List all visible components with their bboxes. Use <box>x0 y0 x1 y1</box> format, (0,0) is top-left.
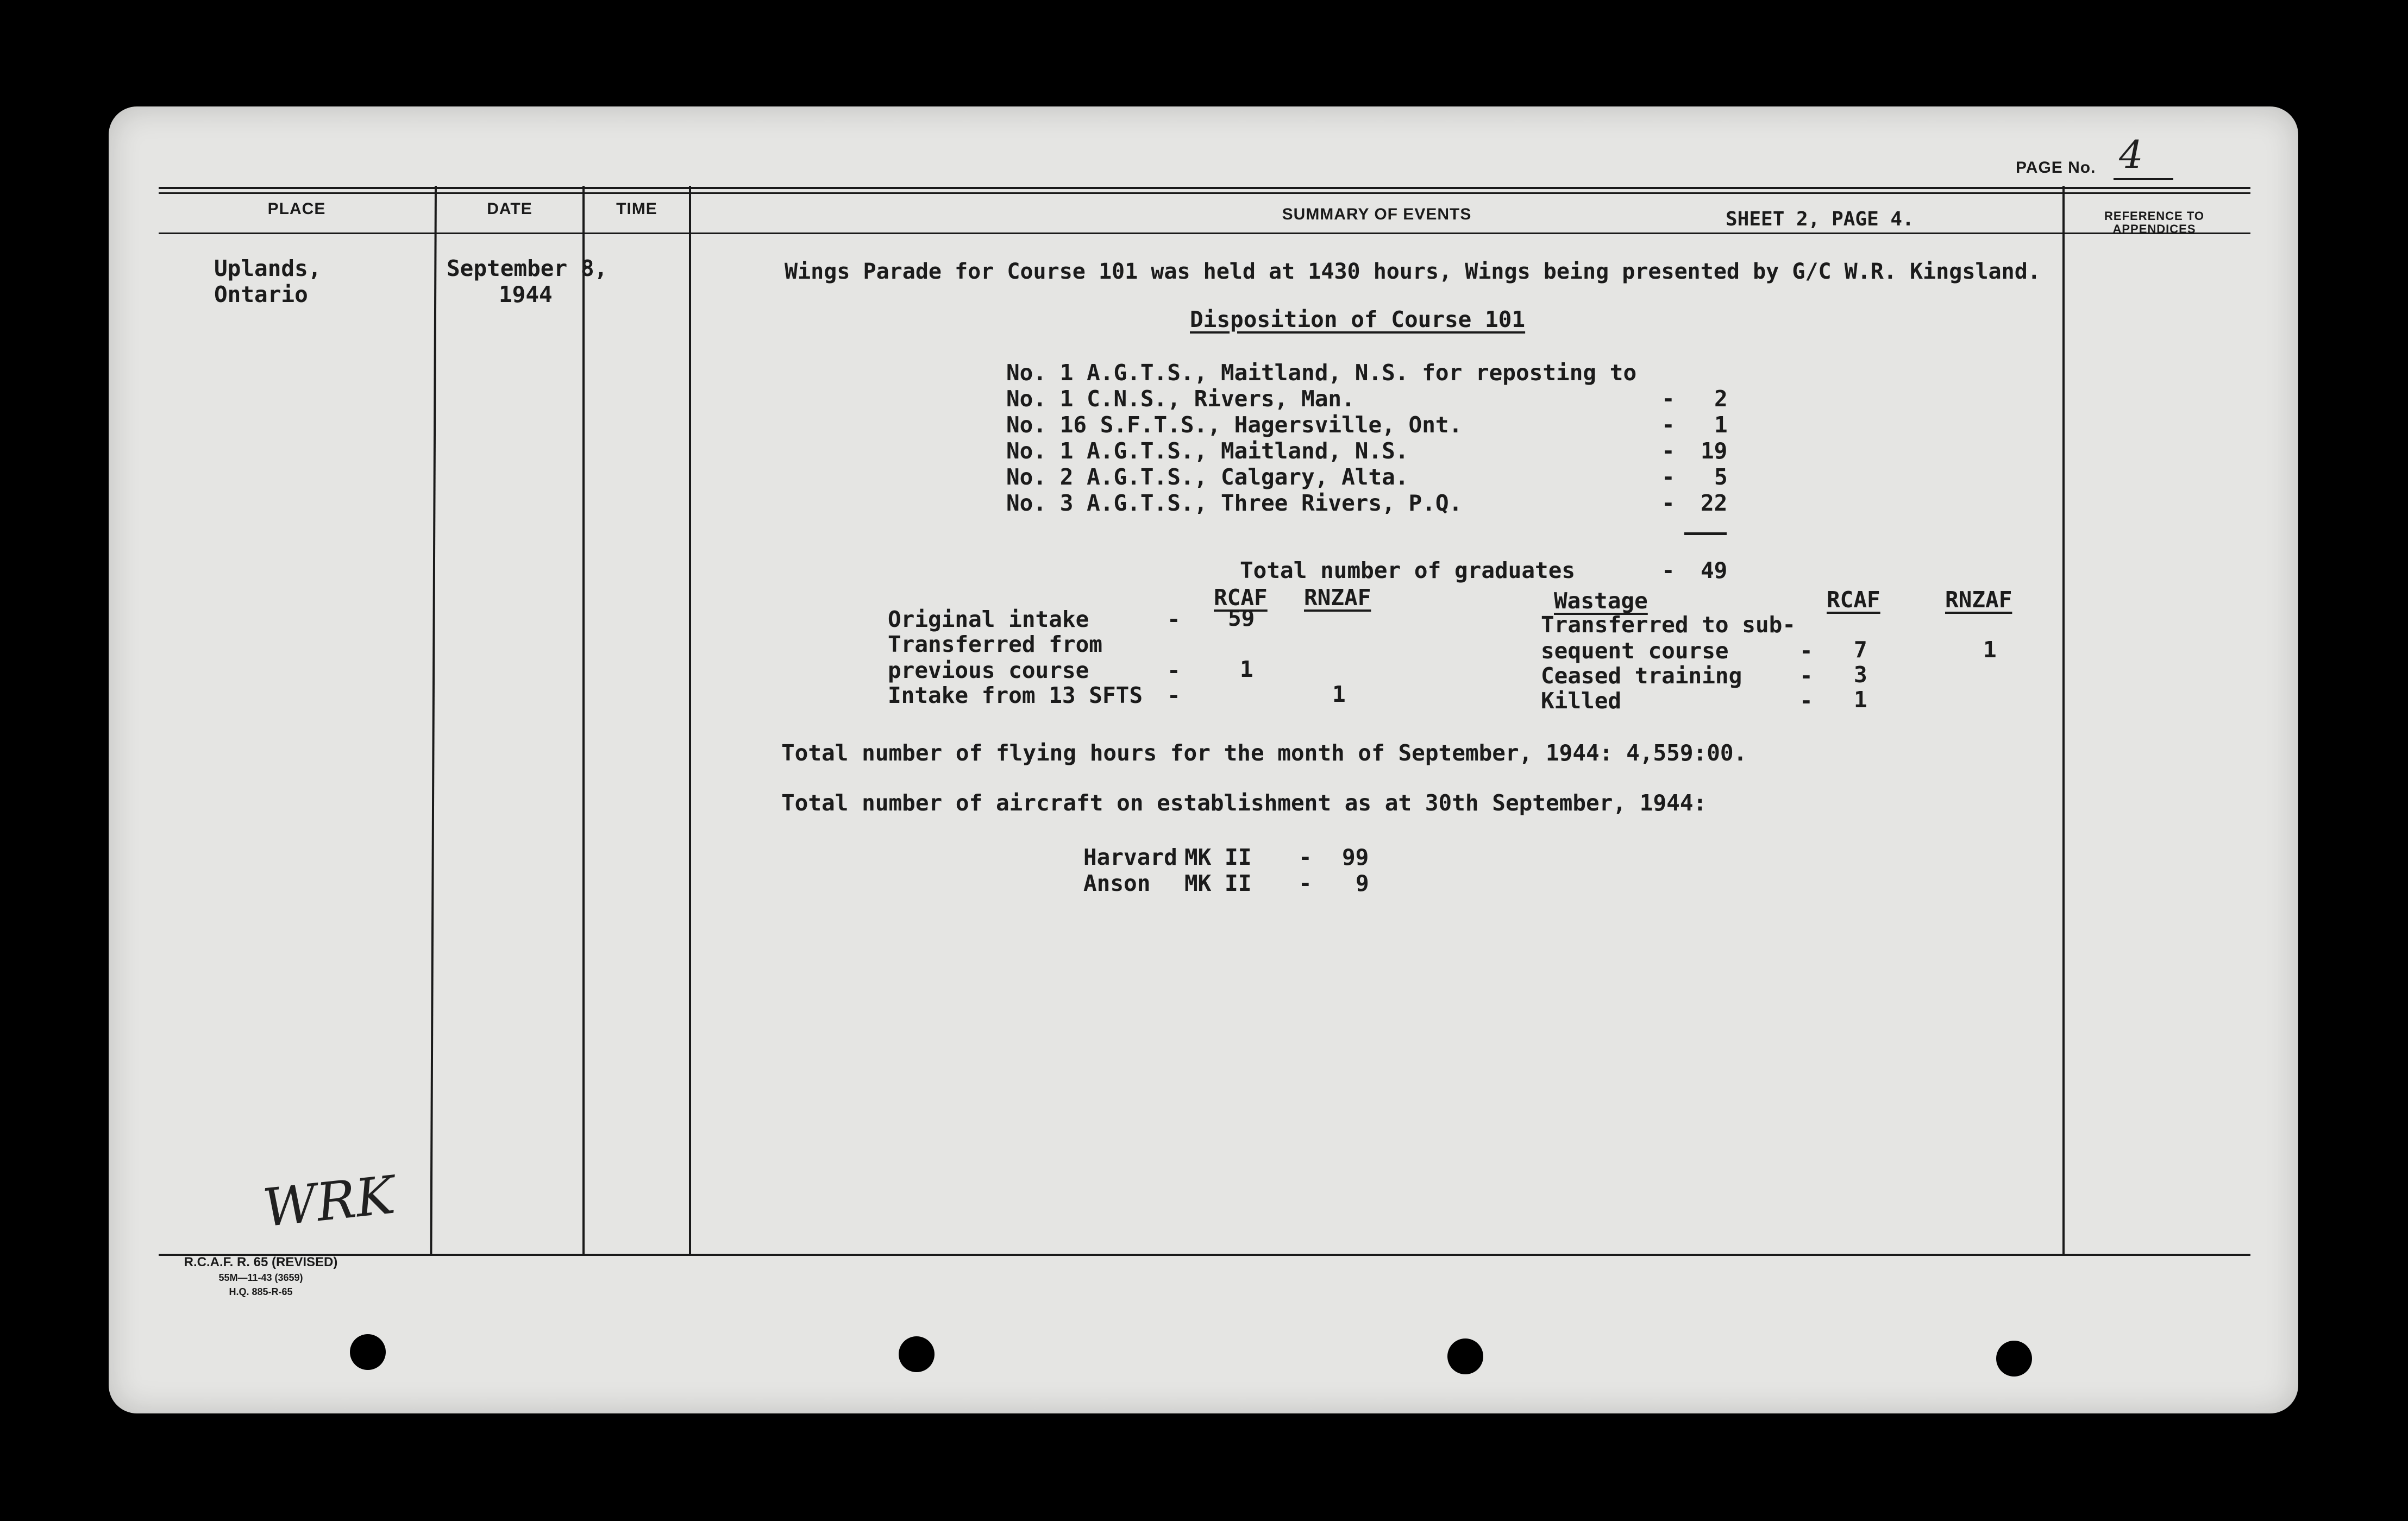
intake-original-dash: - <box>1167 606 1181 632</box>
aircraft-mark: MK II <box>1184 844 1252 870</box>
posting-count: 2 <box>1714 386 1728 412</box>
wastage-col-rnzaf: RNZAF <box>1945 587 2012 613</box>
intake-transferred-label-1: Transferred from <box>888 631 1102 657</box>
total-graduates-value: 49 <box>1701 557 1728 583</box>
wastage-transferred-rcaf: 7 <box>1854 637 1867 663</box>
divider-place-date <box>430 186 437 1256</box>
aircraft-type: Harvard <box>1083 844 1177 870</box>
wastage-transferred-label-1: Transferred to sub- <box>1541 612 1796 638</box>
footer-rule <box>159 1254 2250 1256</box>
intake-transferred-rcaf: 1 <box>1240 656 1253 682</box>
wastage-col-rcaf: RCAF <box>1827 587 1880 613</box>
page-no-value: 4 <box>2119 133 2143 177</box>
flying-hours: Total number of flying hours for the month of September, 1944: 4,559:00. <box>781 740 1747 766</box>
wastage-killed-rcaf: 1 <box>1854 687 1867 713</box>
posting-count: 22 <box>1701 490 1728 516</box>
total-graduates-dash: - <box>1661 557 1675 583</box>
header-place: PLACE <box>267 200 326 218</box>
posting-count: 5 <box>1714 464 1728 490</box>
posting-dash: - <box>1661 464 1675 490</box>
binder-hole <box>350 1334 386 1370</box>
posting-dash: - <box>1661 386 1675 412</box>
intake-transferred-dash: - <box>1167 657 1181 683</box>
aircraft-count: 9 <box>1356 870 1369 896</box>
binder-hole <box>1447 1338 1483 1374</box>
posting-row: No. 1 C.N.S., Rivers, Man. <box>1006 386 1355 412</box>
total-graduates-label: Total number of graduates <box>1240 557 1576 583</box>
wastage-transferred-rnzaf: 1 <box>1983 637 1997 663</box>
handwritten-initials: WRK <box>260 1164 398 1239</box>
aircraft-mark: MK II <box>1184 870 1252 896</box>
header-time: TIME <box>616 200 657 218</box>
intake-col-rnzaf: RNZAF <box>1304 584 1371 611</box>
date-line-2: 1944 <box>499 281 553 307</box>
intake-transferred-label-2: previous course <box>888 657 1089 683</box>
intake-col-rcaf: RCAF <box>1214 584 1268 611</box>
wastage-ceased-label: Ceased training <box>1541 663 1742 689</box>
header-top-rule-2 <box>159 192 2250 194</box>
wastage-transferred-dash: - <box>1799 638 1813 664</box>
header-summary: SUMMARY OF EVENTS <box>1282 205 1472 223</box>
form-print-run: 55M—11-43 (3659) <box>218 1272 303 1283</box>
divider-date-time <box>582 186 585 1256</box>
wastage-ceased-rcaf: 3 <box>1854 662 1867 688</box>
intake-original-label: Original intake <box>888 606 1089 632</box>
posting-row: No. 2 A.G.T.S., Calgary, Alta. <box>1006 464 1409 490</box>
header-bottom-rule <box>159 232 2250 234</box>
sheet-number: SHEET 2, PAGE 4. <box>1726 208 1914 230</box>
intake-sfts-rnzaf: 1 <box>1332 681 1346 707</box>
place-line-1: Uplands, <box>214 255 322 281</box>
posting-dash: - <box>1661 438 1675 464</box>
intake-sfts-label: Intake from 13 SFTS <box>888 682 1143 708</box>
place-line-2: Ontario <box>214 281 308 307</box>
intake-original-rcaf: 59 <box>1228 605 1255 631</box>
aircraft-dash: - <box>1299 870 1312 896</box>
binder-hole <box>899 1336 935 1372</box>
posting-dash: - <box>1661 490 1675 516</box>
posting-row: No. 1 A.G.T.S., Maitland, N.S. for reposting to <box>1006 360 1637 386</box>
wastage-title: Wastage <box>1554 588 1648 614</box>
header-top-rule <box>159 187 2250 189</box>
posting-row: No. 1 A.G.T.S., Maitland, N.S. <box>1006 438 1409 464</box>
sum-line <box>1684 532 1727 535</box>
wastage-killed-label: Killed <box>1541 688 1622 714</box>
divider-summary-reference <box>2062 186 2065 1256</box>
aircraft-dash: - <box>1299 844 1312 870</box>
form-number: R.C.A.F. R. 65 (REVISED) <box>184 1255 338 1269</box>
wastage-killed-dash: - <box>1799 688 1813 714</box>
posting-dash: - <box>1661 412 1675 438</box>
posting-count: 1 <box>1714 412 1728 438</box>
summary-intro: Wings Parade for Course 101 was held at 1430 hours, Wings being presented by G/C W.R. Kingsland. <box>785 259 2041 284</box>
header-date: DATE <box>487 200 532 218</box>
page-no-underline <box>2114 178 2173 180</box>
posting-row: No. 3 A.G.T.S., Three Rivers, P.Q. <box>1006 490 1463 516</box>
form-hq-ref: H.Q. 885-R-65 <box>229 1286 293 1297</box>
binder-hole <box>1996 1341 2032 1377</box>
posting-count: 19 <box>1701 438 1728 464</box>
wastage-ceased-dash: - <box>1799 663 1813 689</box>
wastage-transferred-label-2: sequent course <box>1541 638 1729 664</box>
intake-sfts-dash: - <box>1167 682 1181 708</box>
page-no-label: PAGE No. <box>2016 159 2096 177</box>
aircraft-total: Total number of aircraft on establishment as at 30th September, 1944: <box>781 790 1707 816</box>
diary-sheet <box>109 106 2298 1413</box>
disposition-title: Disposition of Course 101 <box>1190 306 1526 332</box>
aircraft-type: Anson <box>1083 870 1151 896</box>
divider-time-summary <box>689 186 691 1256</box>
aircraft-count: 99 <box>1342 844 1369 870</box>
header-reference: REFERENCE TO APPENDICES <box>2104 209 2204 236</box>
date-line-1: September 8, <box>447 255 608 281</box>
posting-row: No. 16 S.F.T.S., Hagersville, Ont. <box>1006 412 1463 438</box>
